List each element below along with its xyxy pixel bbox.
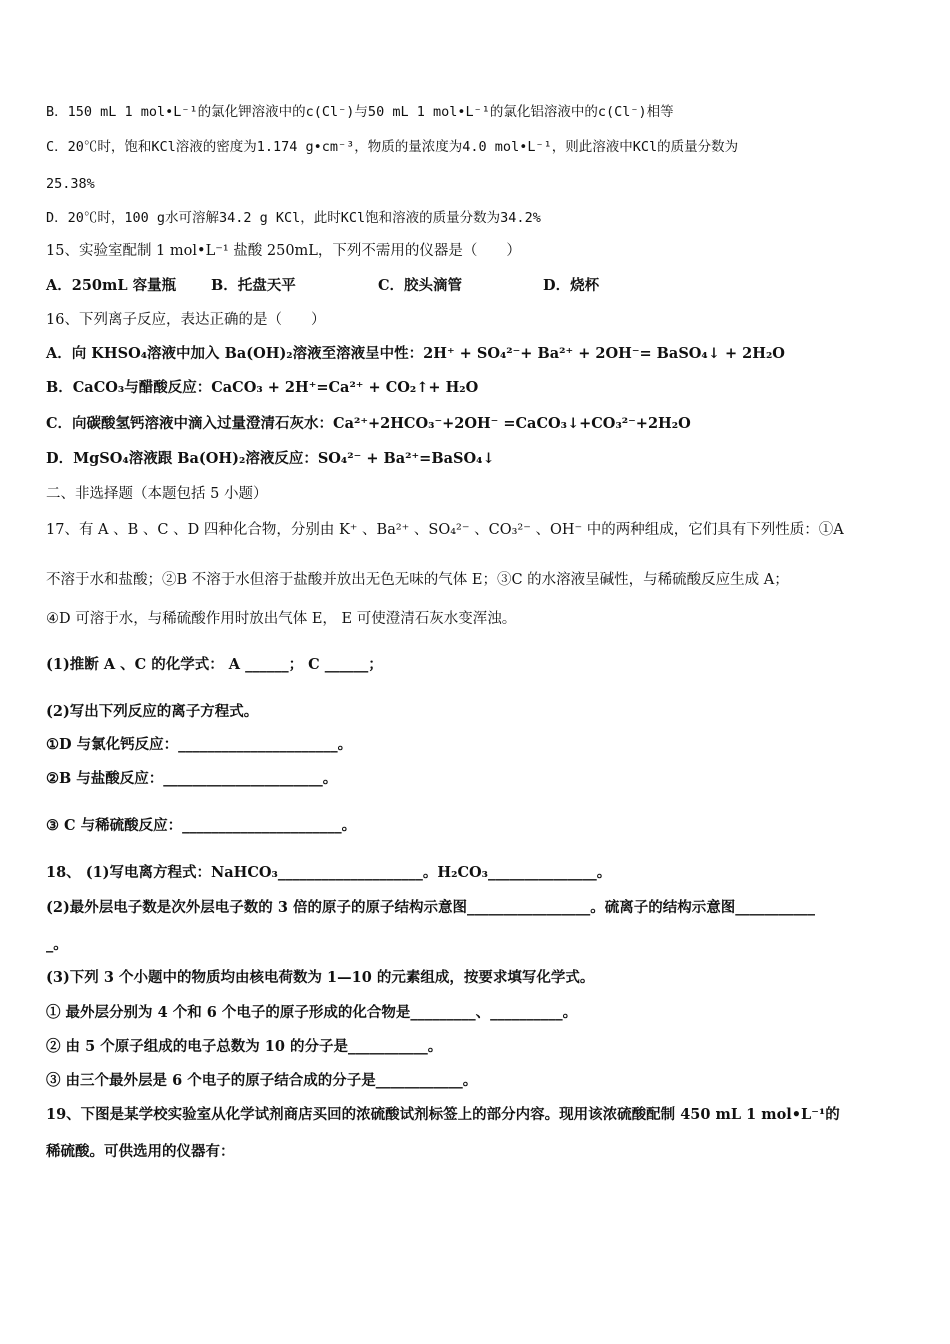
q16-stem: 16、下列离子反应，表达正确的是（ ）: [46, 312, 326, 328]
q17-line1: 17、有 A 、B 、C 、D 四种化合物，分别由 K⁺ 、Ba²⁺ 、SO₄²⁻ 、CO₃²⁻ 、OH⁻ 中的两种组成，它们具有下列性质：①A: [46, 522, 844, 538]
q15-option-d: D．烧杯: [543, 277, 600, 294]
q18-part3: (3)下列 3 个小题中的物质均由核电荷数为 1—10 的元素组成，按要求填写化学式。: [46, 969, 595, 986]
q16-option-c: C．向碳酸氢钙溶液中滴入过量澄清石灰水：Ca²⁺+2HCO₃⁻+2OH⁻ =CaCO₃↓+CO₃²⁻+2H₂O: [46, 415, 691, 432]
q17-line3: ④D 可溶于水，与稀硫酸作用时放出气体 E， E 可使澄清石灰水变浑浊。: [46, 611, 517, 627]
q17-part2b: ②B 与盐酸反应：______________________。: [46, 770, 338, 787]
q16-option-a: A．向 KHSO₄溶液中加入 Ba(OH)₂溶液至溶液呈中性：2H⁺ + SO₄²⁻+ Ba²⁺ + 2OH⁻= BaSO₄↓ + 2H₂O: [46, 345, 785, 362]
q15-option-b: B．托盘天平: [211, 277, 296, 294]
q14-option-c-line2: 25.38%: [46, 176, 95, 192]
section-heading: 二、非选择题（本题包括 5 小题）: [46, 486, 268, 502]
q17-part2a: ①D 与氯化钙反应：______________________。: [46, 736, 353, 753]
q18-part3b: ② 由 5 个原子组成的电子总数为 10 的分子是___________。: [46, 1038, 443, 1055]
q19-line1: 19、下图是某学校实验室从化学试剂商店买回的浓硫酸试剂标签上的部分内容。现用该浓硫酸配制 450 mL 1 mol•L⁻¹的: [46, 1106, 840, 1123]
q18-part2-line1: (2)最外层电子数是次外层电子数的 3 倍的原子的原子结构示意图_________________。硫离子的结构示意图___________: [46, 899, 815, 916]
q18-part3a: ① 最外层分别为 4 个和 6 个电子的原子形成的化合物是_________、__________。: [46, 1004, 578, 1021]
q19-line2: 稀硫酸。可供选用的仪器有：: [46, 1143, 235, 1160]
q17-line2: 不溶于水和盐酸；②B 不溶于水但溶于盐酸并放出无色无味的气体 E；③C 的水溶液呈碱性，与稀硫酸反应生成 A；: [46, 572, 789, 588]
q18-part3c: ③ 由三个最外层是 6 个电子的原子结合成的分子是____________。: [46, 1072, 478, 1089]
q15-option-c: C．胶头滴管: [378, 277, 463, 294]
q15-option-a: A．250mL 容量瓶: [46, 277, 177, 294]
q17-part1: (1)推断 A 、C 的化学式： A ______； C ______；: [46, 656, 383, 673]
q17-part2: (2)写出下列反应的离子方程式。: [46, 703, 259, 720]
q16-option-b: B．CaCO₃与醋酸反应：CaCO₃ + 2H⁺=Ca²⁺ + CO₂↑+ H₂O: [46, 379, 479, 396]
q14-option-c-line1: C．20℃时，饱和KCl溶液的密度为1.174 g•cm⁻³，物质的量浓度为4.0 mol•L⁻¹，则此溶液中KCl的质量分数为: [46, 139, 739, 155]
q14-option-b: B．150 mL 1 mol•L⁻¹的氯化钾溶液中的c(Cl⁻)与50 mL 1 mol•L⁻¹的氯化铝溶液中的c(Cl⁻)相等: [46, 104, 674, 120]
q18-part2-line2: _。: [46, 936, 68, 953]
q18-part1: 18、 (1)写电离方程式：NaHCO₃____________________。H₂CO₃_______________。: [46, 864, 612, 881]
q16-option-d: D．MgSO₄溶液跟 Ba(OH)₂溶液反应：SO₄²⁻ + Ba²⁺=BaSO₄↓: [46, 450, 495, 467]
q14-option-d: D．20℃时，100 g水可溶解34.2 g KCl，此时KCl饱和溶液的质量分数为34.2%: [46, 210, 541, 226]
q17-part2c: ③ C 与稀硫酸反应：______________________。: [46, 817, 357, 834]
q15-stem: 15、实验室配制 1 mol•L⁻¹ 盐酸 250mL，下列不需用的仪器是（ ）: [46, 243, 521, 259]
